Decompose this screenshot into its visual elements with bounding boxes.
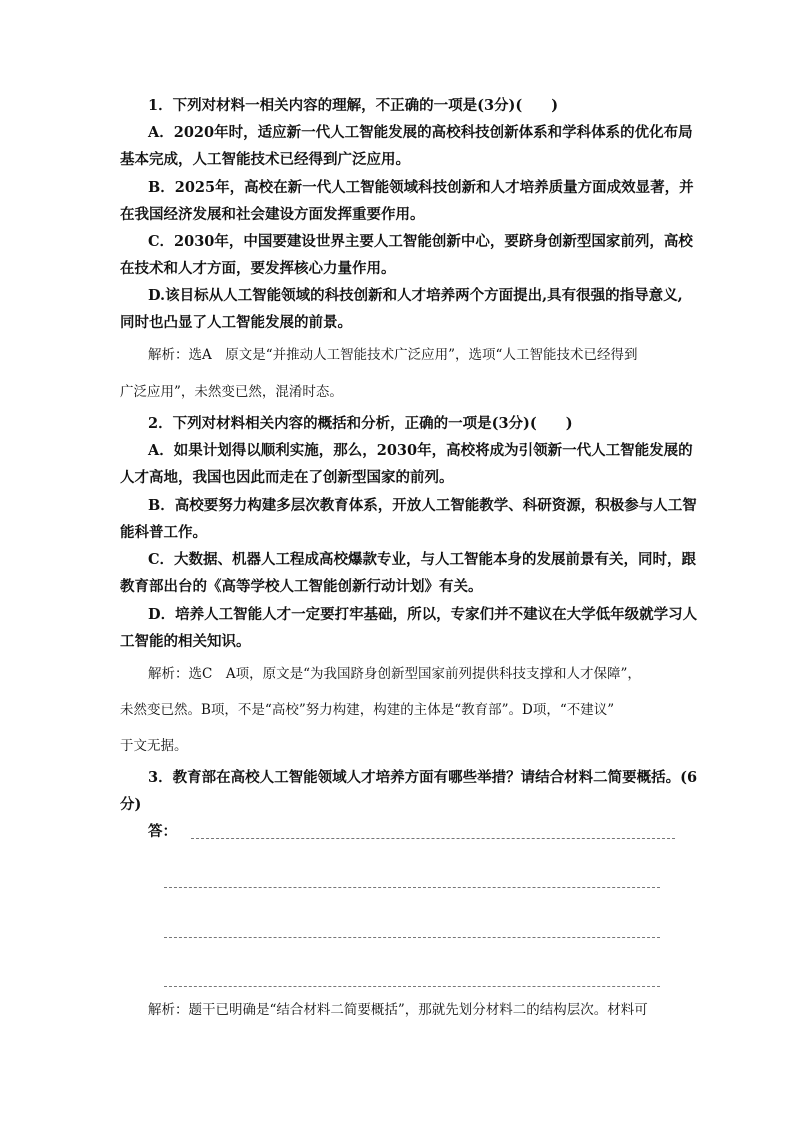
q1-option-a-line2: 基本完成，人工智能技术已经得到广泛应用。: [120, 151, 410, 168]
q3-stem-line2: 分): [120, 796, 142, 813]
answer-line-4[interactable]: [164, 986, 660, 987]
q3-stem-line1: 3．教育部在高校人工智能领域人才培养方面有哪些举措？请结合材料二简要概括。(6: [148, 769, 698, 786]
q2-option-c-line1: C．大数据、机器人工程成高校爆款专业，与人工智能本身的发展前景有关，同时，跟: [148, 551, 697, 568]
q2-option-d-line1: D．培养人工智能人才一定要打牢基础，所以，专家们并不建议在大学低年级就学习人: [148, 606, 698, 623]
q2-option-d-line2: 工智能的相关知识。: [120, 633, 251, 650]
q1-stem: 1．下列对材料一相关内容的理解，不正确的一项是(3分)( ): [148, 97, 559, 114]
q1-option-a-line1: A．2020年时，适应新一代人工智能发展的高校科技创新体系和学科体系的优化布局: [148, 124, 693, 141]
q2-option-a-line1: A．如果计划得以顺利实施，那么，2030年，高校将成为引领新一代人工智能发展的: [148, 442, 693, 459]
q2-solution-line3: 于文无据。: [120, 738, 188, 754]
q1-solution-line1: 解析：选A 原文是“并推动人工智能技术广泛应用”，选项“人工智能技术已经得到: [148, 347, 638, 363]
q2-option-b-line1: B．高校要努力构建多层次教育体系，开放人工智能教学、科研资源，积极参与人工智: [148, 497, 697, 514]
q2-solution-line2: 未然变已然。B项，不是“高校”努力构建，构建的主体是“教育部”。D项，“不建议”: [120, 702, 615, 718]
answer-line-3[interactable]: [164, 937, 660, 938]
answer-line-2[interactable]: [164, 887, 660, 888]
q1-option-c-line2: 在技术和人才方面，要发挥核心力量作用。: [120, 260, 396, 277]
q1-option-d-line2: 同时也凸显了人工智能发展的前景。: [120, 314, 352, 331]
q1-option-d-line1: D.该目标从人工智能领域的科技创新和人才培养两个方面提出,具有很强的指导意义,: [148, 287, 683, 304]
q1-solution-line2: 广泛应用”，未然变已然，混淆时态。: [120, 384, 343, 400]
answer-line-1[interactable]: [191, 838, 675, 839]
q2-stem: 2．下列对材料相关内容的概括和分析，正确的一项是(3分)( ): [148, 415, 573, 432]
q3-answer-label: 答：: [148, 823, 177, 840]
q3-solution-line1: 解析：题干已明确是“结合材料二简要概括”，那就先划分材料二的结构层次。材料可: [148, 1002, 648, 1018]
q1-option-c-line1: C．2030年，中国要建设世界主要人工智能创新中心，要跻身创新型国家前列，高校: [148, 233, 693, 250]
q2-option-b-line2: 能科普工作。: [120, 524, 207, 541]
q1-option-b-line1: B．2025年，高校在新一代人工智能领域科技创新和人才培养质量方面成效显著，并: [148, 179, 694, 196]
q2-solution-line1: 解析：选C A项，原文是“为我国跻身创新型国家前列提供科技支撑和人才保障”，: [148, 666, 641, 682]
q1-option-b-line2: 在我国经济发展和社会建设方面发挥重要作用。: [120, 206, 425, 223]
q2-option-a-line2: 人才高地，我国也因此而走在了创新型国家的前列。: [120, 469, 454, 486]
q2-option-c-line2: 教育部出台的《高等学校人工智能创新行动计划》有关。: [120, 578, 483, 595]
